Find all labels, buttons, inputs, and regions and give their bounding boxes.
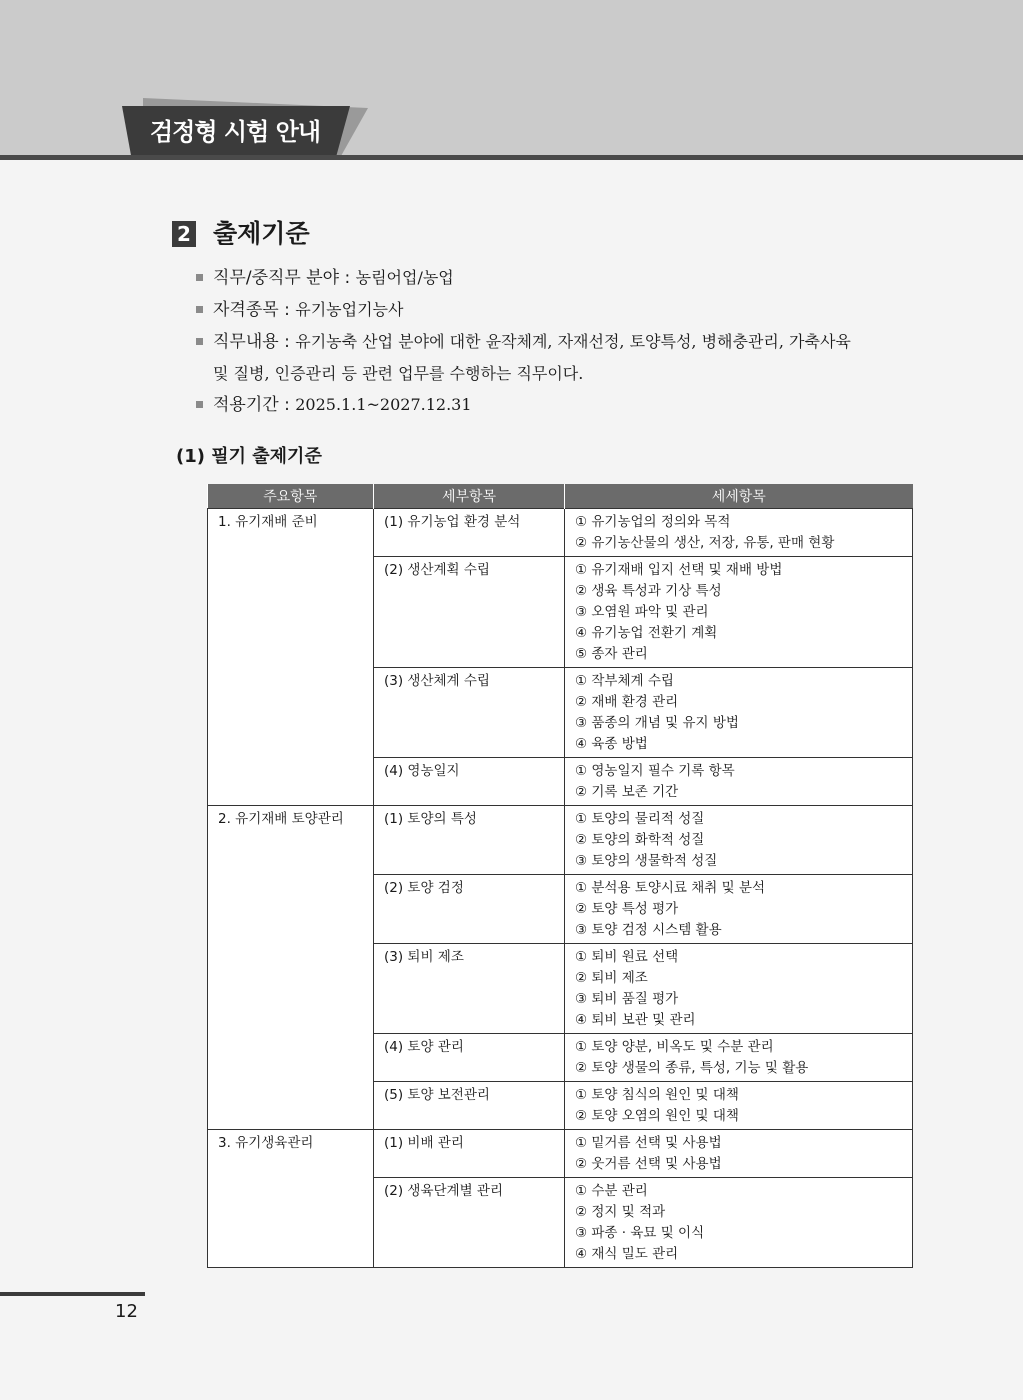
detail-item: ① 분석용 토양시료 채취 및 분석 — [575, 880, 766, 896]
info-bullet-list — [195, 262, 925, 421]
detail-item: ① 영농일지 필수 기록 항목 — [575, 763, 735, 779]
detail-item: ② 토양 오염의 원인 및 대책 — [575, 1108, 739, 1124]
column-header-detail: 세세항목 — [565, 484, 913, 509]
detail-item: ① 유기재배 입지 선택 및 재배 방법 — [575, 562, 783, 578]
sub-item-cell: (1) 유기농업 환경 분석 — [374, 509, 565, 557]
detail-item: ② 재배 환경 관리 — [575, 694, 679, 710]
square-bullet-icon — [196, 401, 203, 408]
bullet-period: 적용기간 : 2025.1.1~2027.12.31 — [195, 389, 925, 421]
detail-items-cell — [565, 1034, 913, 1082]
detail-item: ④ 재식 밀도 관리 — [575, 1246, 679, 1262]
page-number: 12 — [115, 1301, 138, 1322]
detail-item: ③ 토양의 생물학적 성질 — [575, 853, 718, 869]
bullet-value: 유기농업기능사 — [295, 300, 404, 319]
detail-item: ① 유기농업의 정의와 목적 — [575, 514, 731, 530]
sub-item-cell: (1) 토양의 특성 — [374, 806, 565, 875]
detail-items-cell — [565, 875, 913, 944]
column-header-main: 주요항목 — [208, 484, 374, 509]
detail-item: ④ 육종 방법 — [575, 736, 648, 752]
square-bullet-icon — [196, 306, 203, 313]
sub-item-cell: (2) 생육단계별 관리 — [374, 1178, 565, 1268]
detail-item: ① 토양 침식의 원인 및 대책 — [575, 1087, 739, 1103]
detail-item: ② 생육 특성과 기상 특성 — [575, 583, 722, 599]
detail-item: ② 토양의 화학적 성질 — [575, 832, 705, 848]
bullet-qualification: 자격종목 : 유기농업기능사 — [195, 294, 925, 326]
header-title: 검정형 시험 안내 — [150, 118, 320, 146]
criteria-table — [207, 484, 913, 1268]
detail-items-cell — [565, 1130, 913, 1178]
bullet-value: 농림어업/농업 — [355, 268, 454, 287]
square-bullet-icon — [196, 274, 203, 281]
section-title: 출제기준 — [213, 219, 310, 248]
bullet-value: 2025.1.1~2027.12.31 — [295, 395, 472, 414]
detail-item: ② 정지 및 적과 — [575, 1204, 666, 1220]
main-item-cell: 3. 유기생육관리 — [208, 1130, 374, 1268]
detail-item: ② 웃거름 선택 및 사용법 — [575, 1156, 722, 1172]
detail-items-cell — [565, 1178, 913, 1268]
detail-items-cell — [565, 758, 913, 806]
bullet-key: 직무내용 — [213, 332, 279, 352]
bullet-key: 직무/중직무 분야 — [213, 268, 340, 288]
table-row — [208, 1130, 913, 1178]
bullet-job-field: 직무/중직무 분야 : 농림어업/농업 — [195, 262, 925, 294]
detail-items-cell — [565, 557, 913, 668]
detail-item: ① 밑거름 선택 및 사용법 — [575, 1135, 722, 1151]
sub-item-cell: (2) 생산계획 수립 — [374, 557, 565, 668]
detail-item: ② 토양 특성 평가 — [575, 901, 679, 917]
bullet-key: 적용기간 — [213, 395, 279, 415]
sub-item-cell: (4) 영농일지 — [374, 758, 565, 806]
table-row — [208, 509, 913, 557]
table-row — [208, 806, 913, 875]
column-header-sub: 세부항목 — [374, 484, 565, 509]
bullet-continuation: 및 질병, 인증관리 등 관련 업무를 수행하는 직무이다. — [213, 364, 584, 383]
detail-item: ② 유기농산물의 생산, 저장, 유통, 판매 현황 — [575, 535, 835, 551]
detail-item: ① 토양 양분, 비옥도 및 수분 관리 — [575, 1039, 774, 1055]
bullet-key: 자격종목 — [213, 300, 279, 320]
detail-item: ③ 퇴비 품질 평가 — [575, 991, 679, 1007]
sub-item-cell: (5) 토양 보전관리 — [374, 1082, 565, 1130]
detail-item: ⑤ 종자 관리 — [575, 646, 648, 662]
main-item-cell: 2. 유기재배 토양관리 — [208, 806, 374, 1130]
bullet-job-description: 직무내용 : 유기농축 산업 분야에 대한 윤작체계, 자재선정, 토양특성, 병해충관리, 가축사육 및 질병, 인증관리 등 관련 업무를 수행하는 직무이다. — [195, 326, 925, 389]
detail-items-cell — [565, 668, 913, 758]
detail-item: ① 퇴비 원료 선택 — [575, 949, 679, 965]
detail-item: ③ 토양 검정 시스템 활용 — [575, 922, 722, 938]
detail-item: ① 작부체계 수립 — [575, 673, 674, 689]
detail-item: ③ 파종 · 육묘 및 이식 — [575, 1225, 705, 1241]
detail-items-cell — [565, 509, 913, 557]
main-item-cell: 1. 유기재배 준비 — [208, 509, 374, 806]
detail-items-cell — [565, 944, 913, 1034]
detail-items-cell — [565, 806, 913, 875]
table-header-row — [208, 484, 913, 509]
detail-items-cell — [565, 1082, 913, 1130]
sub-item-cell: (3) 생산체계 수립 — [374, 668, 565, 758]
detail-item: ③ 오염원 파악 및 관리 — [575, 604, 709, 620]
detail-item: ② 토양 생물의 종류, 특성, 기능 및 활용 — [575, 1060, 809, 1076]
detail-item: ② 기록 보존 기간 — [575, 784, 679, 800]
detail-item: ① 토양의 물리적 성질 — [575, 811, 705, 827]
square-bullet-icon — [196, 338, 203, 345]
table-body — [208, 509, 913, 1268]
bullet-value: 유기농축 산업 분야에 대한 윤작체계, 자재선정, 토양특성, 병해충관리, 가축사육 — [295, 332, 851, 351]
header-divider — [0, 155, 1023, 160]
footer-rule — [0, 1292, 145, 1296]
sub-item-cell: (2) 토양 검정 — [374, 875, 565, 944]
detail-item: ① 수분 관리 — [575, 1183, 648, 1199]
sub-item-cell: (3) 퇴비 제조 — [374, 944, 565, 1034]
sub-item-cell: (4) 토양 관리 — [374, 1034, 565, 1082]
detail-item: ④ 퇴비 보관 및 관리 — [575, 1012, 696, 1028]
sub-item-cell: (1) 비배 관리 — [374, 1130, 565, 1178]
section-number-badge: 2 — [172, 221, 196, 247]
detail-item: ④ 유기농업 전환기 계획 — [575, 625, 718, 641]
subsection-title: (1) 필기 출제기준 — [176, 446, 322, 467]
detail-item: ③ 품종의 개념 및 유지 방법 — [575, 715, 739, 731]
detail-item: ② 퇴비 제조 — [575, 970, 648, 986]
